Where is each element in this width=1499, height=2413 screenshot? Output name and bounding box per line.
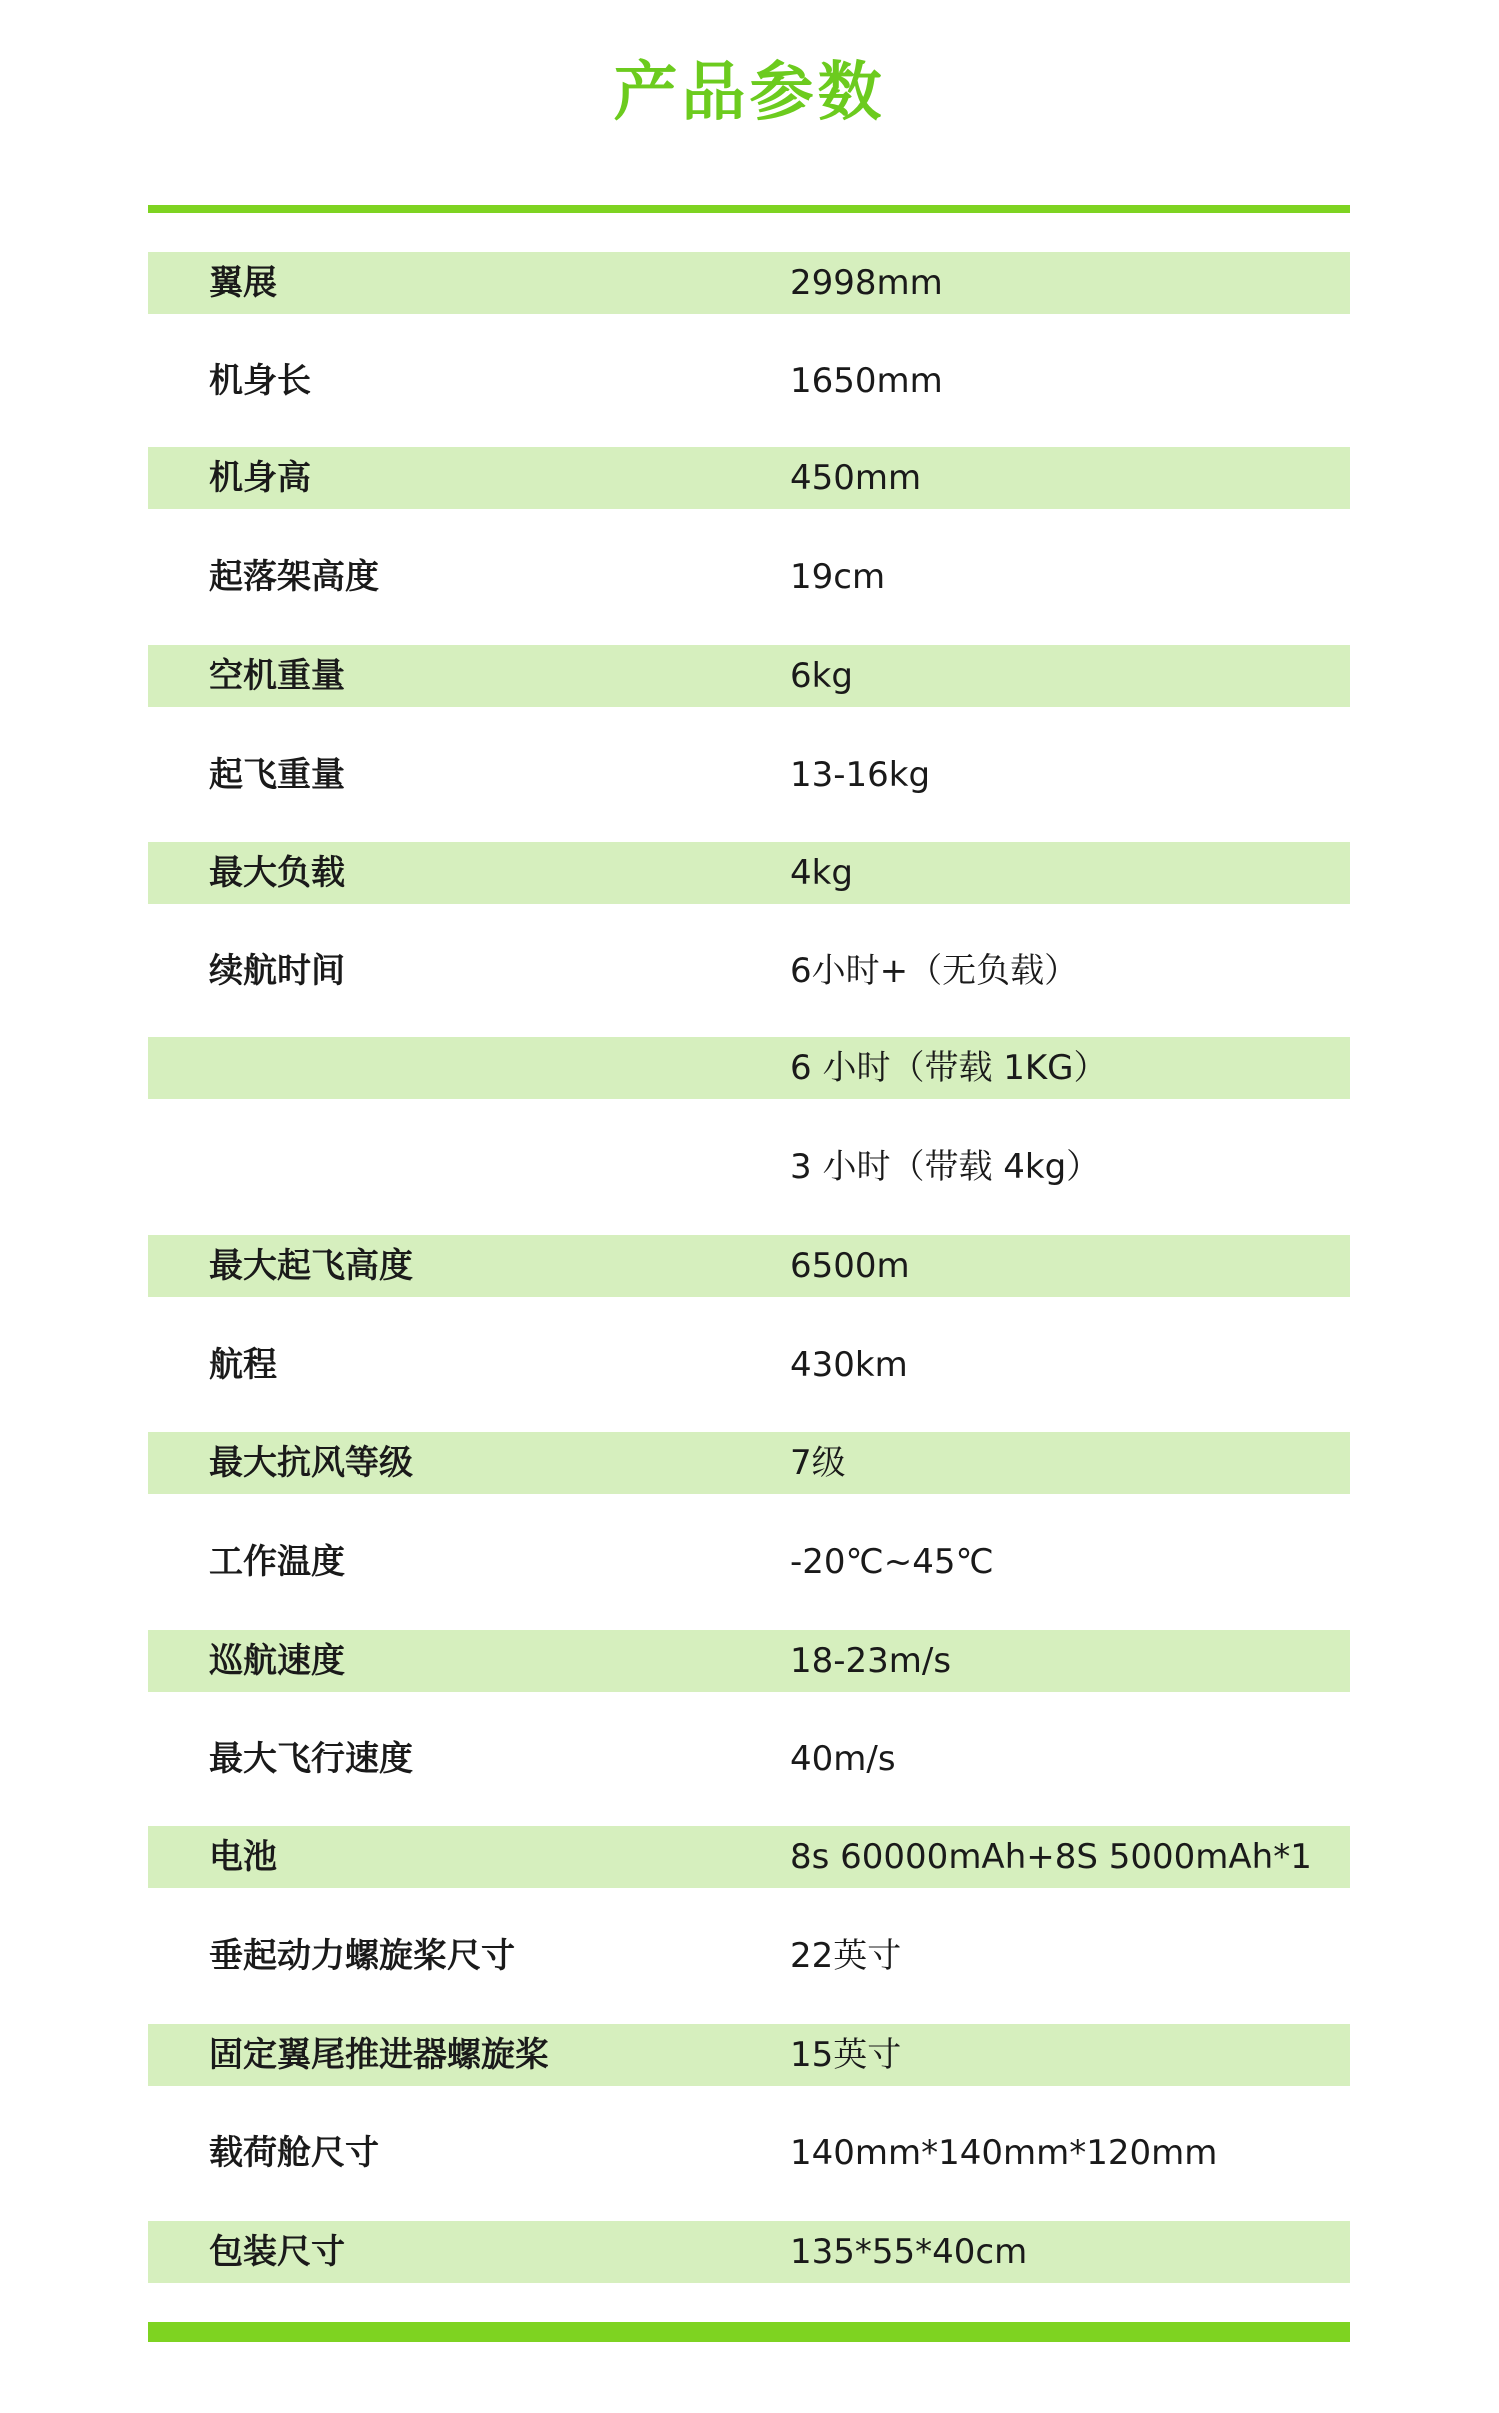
spec-value: 3 小时（带载 4kg） [790,1147,1101,1187]
table-row [148,842,1350,904]
spec-value: 18-23m/s [790,1641,952,1681]
table-row [148,1630,1350,1692]
page-title: 产品参数 [613,56,886,130]
spec-label: 巡航速度 [209,1641,345,1681]
spec-label: 空机重量 [209,656,345,696]
spec-label: 最大负载 [209,853,345,893]
spec-label: 起飞重量 [209,755,345,795]
spec-value: 450mm [790,458,922,498]
spec-value: 8s 60000mAh+8S 5000mAh*1 [790,1837,1312,1877]
spec-label: 续航时间 [209,951,345,991]
spec-label: 包装尺寸 [209,2232,345,2272]
table-row [148,1432,1350,1494]
spec-value: 6500m [790,1246,910,1286]
spec-label: 机身长 [209,361,311,401]
spec-label: 起落架高度 [209,557,379,597]
spec-label: 翼展 [209,263,277,303]
spec-value: 430km [790,1345,908,1385]
top-divider [148,205,1350,213]
spec-label: 载荷舱尺寸 [209,2133,379,2173]
table-row [148,546,1350,608]
table-row [148,645,1350,707]
spec-value: 1650mm [790,361,943,401]
table-row [148,252,1350,314]
bottom-divider [148,2322,1350,2342]
spec-label: 垂起动力螺旋桨尺寸 [209,1936,515,1976]
table-row [148,2221,1350,2283]
spec-value: 6kg [790,656,853,696]
table-row [148,1037,1350,1099]
table-row [148,1925,1350,1987]
table-row [148,1235,1350,1297]
spec-label: 电池 [209,1837,277,1877]
spec-label: 航程 [209,1345,277,1385]
table-row [148,744,1350,806]
spec-value: 6小时+（无负载） [790,951,1079,991]
spec-label: 机身高 [209,458,311,498]
spec-value: 19cm [790,557,886,597]
table-row [148,447,1350,509]
spec-label: 最大抗风等级 [209,1443,413,1483]
table-row [148,1531,1350,1593]
table-row [148,1826,1350,1888]
spec-value: 13-16kg [790,755,931,795]
spec-value: 135*55*40cm [790,2232,1028,2272]
table-row [148,2122,1350,2184]
spec-label: 固定翼尾推进器螺旋桨 [209,2035,549,2075]
spec-label: 最大飞行速度 [209,1739,413,1779]
spec-value: 140mm*140mm*120mm [790,2133,1218,2173]
table-row [148,1334,1350,1396]
table-row [148,2024,1350,2086]
table-row [148,1136,1350,1198]
spec-value: -20℃~45℃ [790,1542,994,1582]
spec-value: 4kg [790,853,853,893]
table-row [148,350,1350,412]
spec-value: 22英寸 [790,1936,902,1976]
table-row [148,940,1350,1002]
spec-label: 最大起飞高度 [209,1246,413,1286]
spec-value: 7级 [790,1443,846,1483]
spec-value: 15英寸 [790,2035,902,2075]
table-row [148,1728,1350,1790]
spec-label: 工作温度 [209,1542,345,1582]
spec-value: 6 小时（带载 1KG） [790,1048,1108,1088]
spec-value: 40m/s [790,1739,896,1779]
spec-value: 2998mm [790,263,943,303]
